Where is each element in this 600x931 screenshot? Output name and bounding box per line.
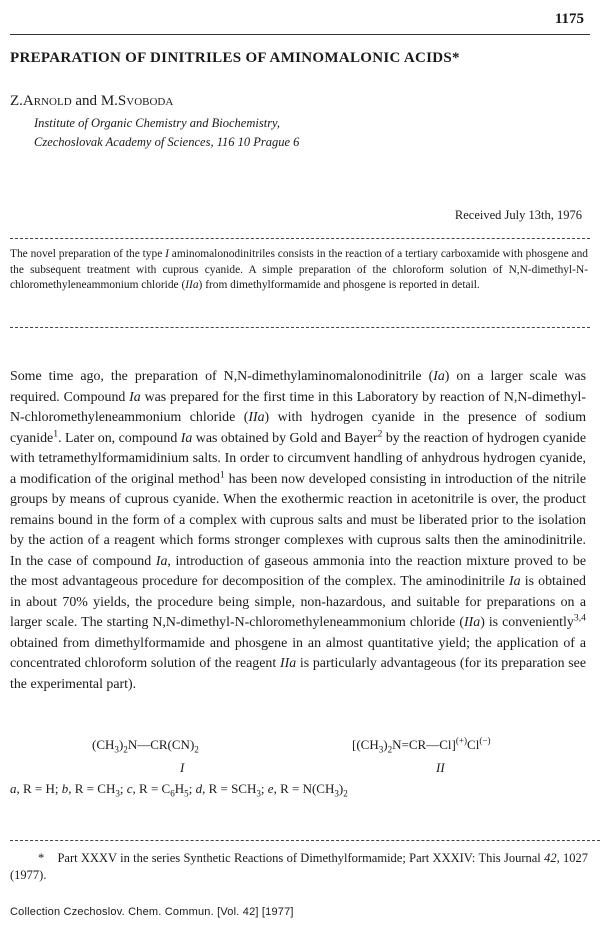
footnote-rule	[10, 840, 600, 841]
body-paragraph	[10, 367, 586, 695]
footnote-text: , 1027 (1977).	[10, 851, 589, 882]
authors	[10, 93, 173, 110]
formula-label-II: II	[436, 760, 445, 775]
article-title: PREPARATION OF DINITRILES OF AMINOMALONIC ACIDS*	[10, 50, 460, 66]
compound-ref: Ia	[433, 369, 445, 384]
footnote-mark: *	[38, 851, 45, 865]
compound-ref: IIa	[248, 410, 265, 425]
footnote-volume: 42	[544, 851, 557, 865]
page-number: 1175	[554, 11, 584, 27]
author-2-surname: voboda	[126, 93, 174, 109]
journal-footer: Collection Czechoslov. Chem. Commun. [Vol. 42] [1977]	[10, 906, 294, 918]
affiliation-line-1: Institute of Organic Chemistry and Biochemistry,	[34, 116, 281, 130]
footnote-text: Part XXXV in the series Synthetic Reactions of Dimethylformamide; Part XXXIV: This Journal	[57, 851, 545, 865]
compound-ref: Ia	[129, 389, 141, 405]
citation-ref: 1	[219, 468, 225, 480]
body-text: is obtained in about 70% yields, the procedure being simple, non-hazardous, and suitable for preparations on a larger scale. The starting N,N-dimethyl-N-chloromethyleneammonium chloride (	[10, 574, 587, 630]
body-text: has been now developed consisting in introduction of the nitrile groups by means of cuprous cyanide. When the exothermic reaction in acetonitrile is over, the product remains bound in the form of a complex with cuprous salts and must be liberated prior to the isolation by the action of a reagent which forms stronger complexes with cuprous salts then the aminodinitrile. In the case of compound	[10, 471, 586, 569]
citation-ref: 2	[377, 427, 383, 439]
abstract-bottom-rule	[10, 327, 590, 328]
author-2-initial: M.S	[100, 93, 127, 109]
compound-ref: IIa	[463, 615, 481, 630]
body-text: . Later on, compound	[58, 430, 181, 446]
abstract	[10, 247, 588, 294]
body-text: , introduction of gaseous ammonia into the reaction mixture proved to be the most advantageous procedure for decomposition of the complex. The aminodinitrile	[10, 553, 586, 589]
body-text: was prepared for the first time in this Laboratory by reaction of N,N-dimethyl-N-chloromethyleneammonium chloride (	[10, 389, 586, 425]
formula-label-I: I	[180, 760, 185, 775]
author-conjunction: and	[71, 93, 101, 109]
body-text: obtained from dimethylformamide and phosgene in an almost quantitative yield; the application of a concentrated chloroform solution of the reagent	[10, 635, 586, 671]
body-text: ) on a larger scale was required. Compound	[10, 369, 586, 405]
compound-ref: Ia	[180, 430, 193, 446]
compound-ref: Ia	[508, 574, 521, 589]
abstract-text: ) from dimethylformamide and phosgene is reported in detail.	[198, 279, 480, 292]
compound-ref: IIa	[279, 656, 297, 671]
body-text: is particularly advantageous (for its preparation see the experimental part).	[10, 656, 587, 692]
abstract-text: aminomalonodinitriles consists in the reaction of a tertiary carboxamide with phosgene and the subsequent treatment with cuprous cyanide. A simple preparation of the chloroform solution of N,N-dimethyl-N-chloromethyleneammonium chloride (	[10, 248, 588, 292]
abstract-text: The novel preparation of the type	[10, 248, 166, 260]
affiliation-line-2: Czechoslovak Academy of Sciences, 116 10 Prague 6	[34, 135, 300, 149]
compound-ref: I	[165, 248, 169, 260]
body-text: was obtained by Gold and Bayer	[192, 430, 378, 446]
footnote	[10, 850, 588, 884]
body-text: by the reaction of hydrogen cyanide with tetramethylformamidinium salts. In order to circumvent handling of anhydrous hydrogen cyanide, a modification of the original method	[10, 430, 586, 487]
abstract-top-rule	[10, 238, 590, 239]
substituent-list: a, R = H; b, $R = CH_3$; c, $R = C_6H_5$; d, $R = SCH_3$; e, $R = N(CH_3)_2$	[10, 781, 348, 799]
compound-ref: Ia	[155, 553, 168, 569]
formula-I: $(CH_3)_2N—CR(CN)_2$	[92, 737, 199, 755]
body-text: ) with hydrogen cyanide in the presence of sodium cyanide	[10, 410, 586, 446]
received-date: Received July 13th, 1976	[454, 208, 582, 222]
citation-ref: 1	[53, 427, 59, 439]
top-rule	[10, 34, 590, 35]
formula-II: $[(CH_3)_2N=CR—Cl]^{(+)}Cl^{(-)}$	[352, 735, 491, 755]
citation-ref: 3,4	[573, 612, 586, 624]
author-1-surname: rnold	[33, 93, 72, 109]
author-1-initial: Z.A	[10, 93, 34, 109]
body-text: Some time ago, the preparation of N,N-dimethylaminomalonodinitrile (	[10, 369, 434, 384]
body-text: ) is conveniently	[480, 615, 574, 630]
compound-ref: IIa	[185, 279, 199, 292]
